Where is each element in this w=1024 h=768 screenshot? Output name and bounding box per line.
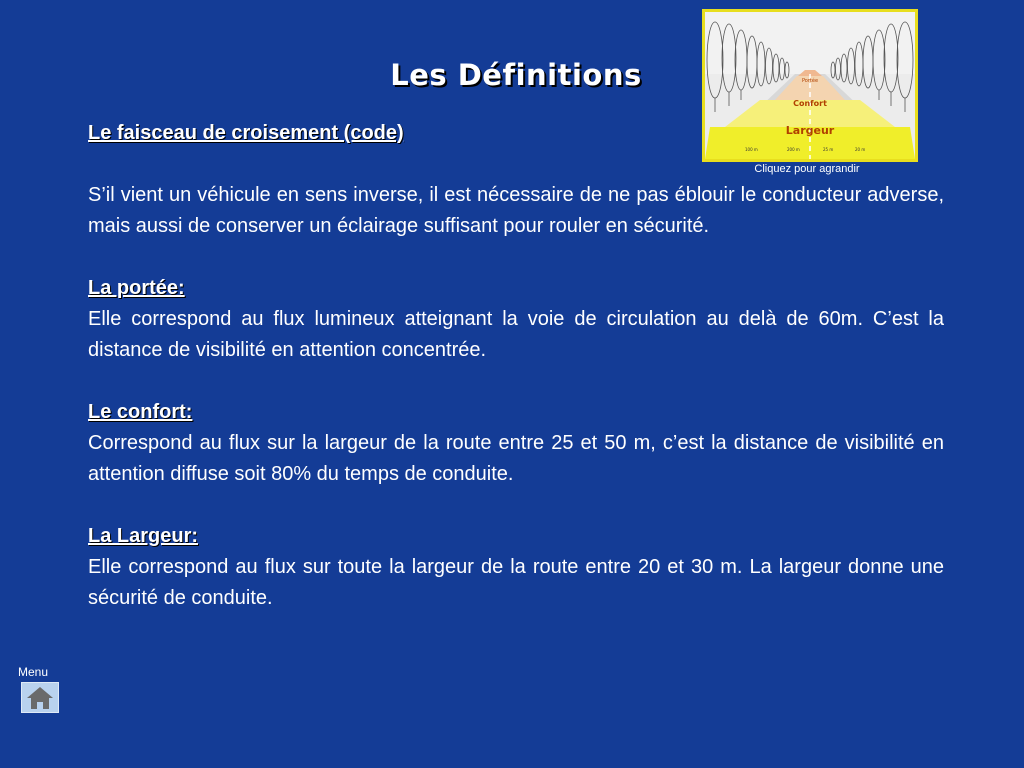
distance-label-4: 20 m — [855, 147, 866, 152]
menu-label: Menu — [18, 665, 49, 679]
largeur-heading: La Largeur: — [88, 525, 199, 547]
portee-heading: La portée: — [88, 277, 185, 299]
distance-label-3: 25 m — [823, 147, 834, 152]
thumbnail-caption: Cliquez pour agrandir — [754, 163, 860, 175]
portee-text: Elle correspond au flux lumineux atteignant la voie de circulation au delà de 60m. C’est la distance de visibilité en attention concentrée. — [88, 308, 944, 361]
distance-label-1: 100 m — [745, 147, 758, 152]
faisceau-text: S’il vient un véhicule en sens inverse, il est nécessaire de ne pas éblouir le conducteur adverse, mais aussi de conserver un éclairage suffisant pour rouler en sécurité. — [88, 184, 944, 237]
largeur-text: Elle correspond au flux sur toute la largeur de la route entre 20 et 30 m. La largeur donne une sécurité de conduite. — [88, 556, 944, 609]
confort-text: Correspond au flux sur la largeur de la route entre 25 et 50 m, c’est la distance de visibilité en attention diffuse soit 80% du temps de conduite. — [88, 432, 944, 485]
home-icon — [22, 683, 58, 712]
definitions-content — [88, 118, 944, 614]
confort-label: Confort — [793, 99, 827, 108]
confort-heading: Le confort: — [88, 401, 193, 423]
largeur-label: Largeur — [785, 124, 835, 137]
slide-title: Les Définitions — [390, 58, 642, 92]
faisceau-heading: Le faisceau de croisement (code) — [88, 122, 404, 144]
portee-label: Portée — [801, 78, 819, 84]
menu-home-button[interactable] — [21, 682, 59, 713]
distance-label-2: 200 m — [787, 147, 800, 152]
